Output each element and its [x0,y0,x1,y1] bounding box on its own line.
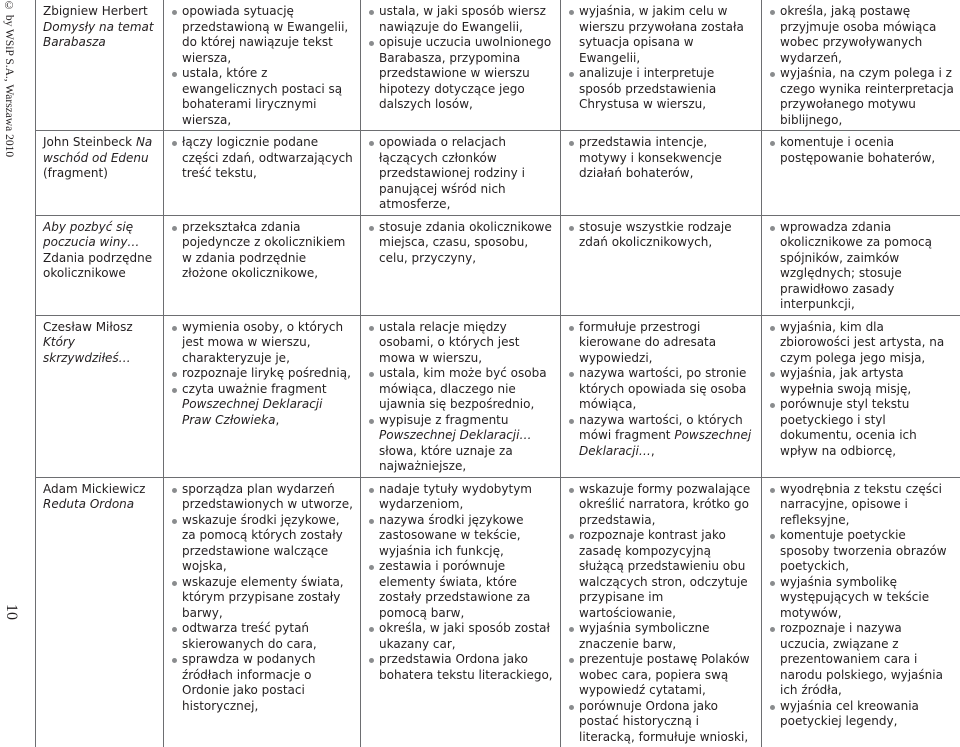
author-name: Zbigniew Herbert [43,4,157,20]
grammar-topic: Zdania podrzędne okolicznikowe [43,251,157,282]
list-item: wprowadza zdania okolicznikowe za pomocą spójników, zaimków względnych; stosuje prawidłowo zasady interpunkcji, [769,220,955,313]
list-item: przedstawia intencje, motywy i konsekwencje działań bohaterów, [568,135,755,182]
literature-cell [36,0,164,131]
cited-title: Powszechnej Deklaracji… [379,428,531,442]
skills-cell [561,215,762,315]
list-item: określa, jaką postawę przyjmuje osoba mówiąca wobec przywoływanych wydarzeń, [769,4,955,66]
skills-cell [361,477,561,747]
skills-list [368,320,554,475]
list-item: rozpoznaje kontrast jako zasadę kompozycyjną służącą przedstawieniu obu walczących stron, odczytuje przypisane im wartościowanie, [568,528,755,621]
skills-cell [762,215,960,315]
list-item: określa, w jaki sposób został ukazany car, [368,621,554,652]
table-row-milosz [36,315,960,477]
list-item: ustala, które z ewangelicznych postaci są bohaterami lirycznymi wiersza, [171,66,354,128]
list-item: stosuje wszystkie rodzaje zdań okolicznikowych, [568,220,755,251]
work-title: Domysły na temat Barabasza [43,20,157,51]
list-item: zestawia i porównuje elementy świata, które zostały przedstawione za pomocą barw, [368,559,554,621]
skills-cell [361,215,561,315]
skills-cell [164,215,361,315]
skills-cell [762,315,960,477]
list-item: czyta uważnie fragment Powszechnej Deklaracji Praw Człowieka, [171,382,354,429]
author-name: Czesław Miłosz [43,320,157,336]
table-row-mickiewicz [36,477,960,747]
list-item: ustala relacje między osobami, o których jest mowa w wierszu, [368,320,554,367]
skills-list [568,135,755,182]
author-name: Adam Mickiewicz [43,482,157,498]
list-item: analizuje i interpretuje sposób przedstawienia Chrystusa w wierszu, [568,66,755,113]
skills-list [769,4,955,128]
list-item: rozpoznaje lirykę pośrednią, [171,366,354,382]
list-item: opowiada sytuację przedstawioną w Ewangelii, do której nawiązuje tekst wiersza, [171,4,354,66]
list-item: komentuje poetyckie sposoby tworzenia obrazów poetyckich, [769,528,955,575]
literature-cell [36,215,164,315]
skills-cell [164,0,361,131]
skills-list [769,220,955,313]
skills-cell [561,131,762,216]
list-item: nazywa wartości, o których mówi fragment Powszechnej Deklaracji…, [568,413,755,460]
skills-cell [361,131,561,216]
copyright-note: © by WSiP S.A., Warszawa 2010 [0,0,20,200]
skills-cell [164,315,361,477]
list-item: nazywa wartości, po stronie których opowiada się osoba mówiąca, [568,366,755,413]
list-item: wyjaśnia, kim dla zbiorowości jest artysta, na czym polega jego misja, [769,320,955,367]
list-item: formułuje przestrogi kierowane do adresata wypowiedzi, [568,320,755,367]
requirements-table [35,0,960,747]
list-item: wyjaśnia, na czym polega i z czego wynika reinterpretacja przywołanego motywu biblijnego, [769,66,955,128]
skills-list [769,482,955,730]
list-item: ustala, kim może być osoba mówiąca, dlaczego nie ujawnia się bezpośrednio, [368,366,554,413]
skills-cell [561,477,762,747]
list-item: prezentuje postawę Polaków wobec cara, popiera swą wypowiedź cytatami, [568,652,755,699]
skills-list [769,135,955,166]
list-item: wyjaśnia cel kreowania poetyckiej legendy, [769,699,955,730]
skills-cell [561,315,762,477]
list-item: wskazuje środki językowe, za pomocą których zostały przedstawione walczące wojska, [171,513,354,575]
list-item: porównuje Ordona jako postać historyczną i literacką, formułuje wnioski, [568,699,755,746]
list-item: porównuje styl tekstu poetyckiego i styl dokumentu, ocenia ich wpływ na odbiorcę, [769,397,955,459]
skills-list [368,482,554,684]
work-title: Aby pozbyć się poczucia winy… [43,220,157,251]
list-item: przekształca zdania pojedyncze z okolicznikiem w zdania podrzędnie złożone okolicznikowe, [171,220,354,282]
skills-cell [164,477,361,747]
list-item: wymienia osoby, o których jest mowa w wierszu, charakteryzuje je, [171,320,354,367]
skills-list [171,4,354,128]
literature-cell [36,315,164,477]
skills-cell [762,0,960,131]
cited-title: Powszechnej Deklaracji Praw Człowieka [182,397,322,427]
list-item: wyjaśnia symboliczne znaczenie barw, [568,621,755,652]
skills-cell [361,0,561,131]
list-item: wskazuje elementy świata, którym przypisane zostały barwy, [171,575,354,622]
skills-list [769,320,955,460]
list-item: ustala, w jaki sposób wiersz nawiązuje do Ewangelii, [368,4,554,35]
list-item: odtwarza treść pytań skierowanych do cara, [171,621,354,652]
list-item: sporządza plan wydarzeń przedstawionych w utworze, [171,482,354,513]
skills-list [568,320,755,460]
work-title: Który skrzywdziłeś… [43,335,157,366]
list-item: nazywa środki językowe zastosowane w tekście, wyjaśnia ich funkcję, [368,513,554,560]
skills-cell [164,131,361,216]
skills-list [368,4,554,113]
skills-cell [361,315,561,477]
work-title: Reduta Ordona [43,497,157,513]
skills-list [171,320,354,429]
list-item: opowiada o relacjach łączących członków przedstawionej rodziny i panującej wśród nich atmosferze, [368,135,554,213]
list-item: wyjaśnia, w jakim celu w wierszu przywołana została sytuacja opisana w Ewangelii, [568,4,755,66]
list-item: sprawdza w podanych źródłach informacje o Ordonie jako postaci historycznej, [171,652,354,714]
list-item: rozpoznaje i nazywa uczucia, związane z prezentowaniem cara i narodu polskiego, wyjaśnia ich źródła, [769,621,955,699]
list-item: łączy logicznie podane części zdań, odtwarzających treść tekstu, [171,135,354,182]
literature-cell [36,131,164,216]
skills-list [568,482,755,746]
skills-list [171,135,354,182]
list-item: wypisuje z fragmentu Powszechnej Deklaracji… słowa, które uznaje za najważniejsze, [368,413,554,475]
literature-cell [36,477,164,747]
table-row-clauses [36,215,960,315]
skills-list [368,220,554,267]
page-margin [0,0,22,627]
list-item: wyjaśnia symbolikę występujących w tekście motywów, [769,575,955,622]
cited-title: Powszechnej Deklaracji… [579,428,751,458]
list-item: komentuje i ocenia postępowanie bohaterów, [769,135,955,166]
skills-list [171,482,354,715]
table-row-herbert [36,0,960,131]
skills-list [568,220,755,251]
work-note: (fragment) [43,166,157,182]
skills-cell [762,131,960,216]
list-item: wskazuje formy pozwalające określić narratora, krótko go przedstawia, [568,482,755,529]
skills-list [368,135,554,213]
page-number: 10 [0,596,22,628]
list-item: stosuje zdania okolicznikowe miejsca, czasu, sposobu, celu, przyczyny, [368,220,554,267]
table-row-steinbeck [36,131,960,216]
skills-list [171,220,354,282]
skills-cell [762,477,960,747]
work-title: Na wschód od Edenu [43,135,152,165]
author-name: John Steinbeck [43,135,132,149]
list-item: wyjaśnia, jak artysta wypełnia swoją misję, [769,366,955,397]
list-item: wyodrębnia z tekstu części narracyjne, opisowe i refleksyjne, [769,482,955,529]
skills-cell [561,0,762,131]
skills-list [568,4,755,113]
list-item: przedstawia Ordona jako bohatera tekstu literackiego, [368,652,554,683]
list-item: nadaje tytuły wydobytym wydarzeniom, [368,482,554,513]
list-item: opisuje uczucia uwolnionego Barabasza, przypomina przedstawione w wierszu hipotezy dotyczące jego dalszych losów, [368,35,554,113]
